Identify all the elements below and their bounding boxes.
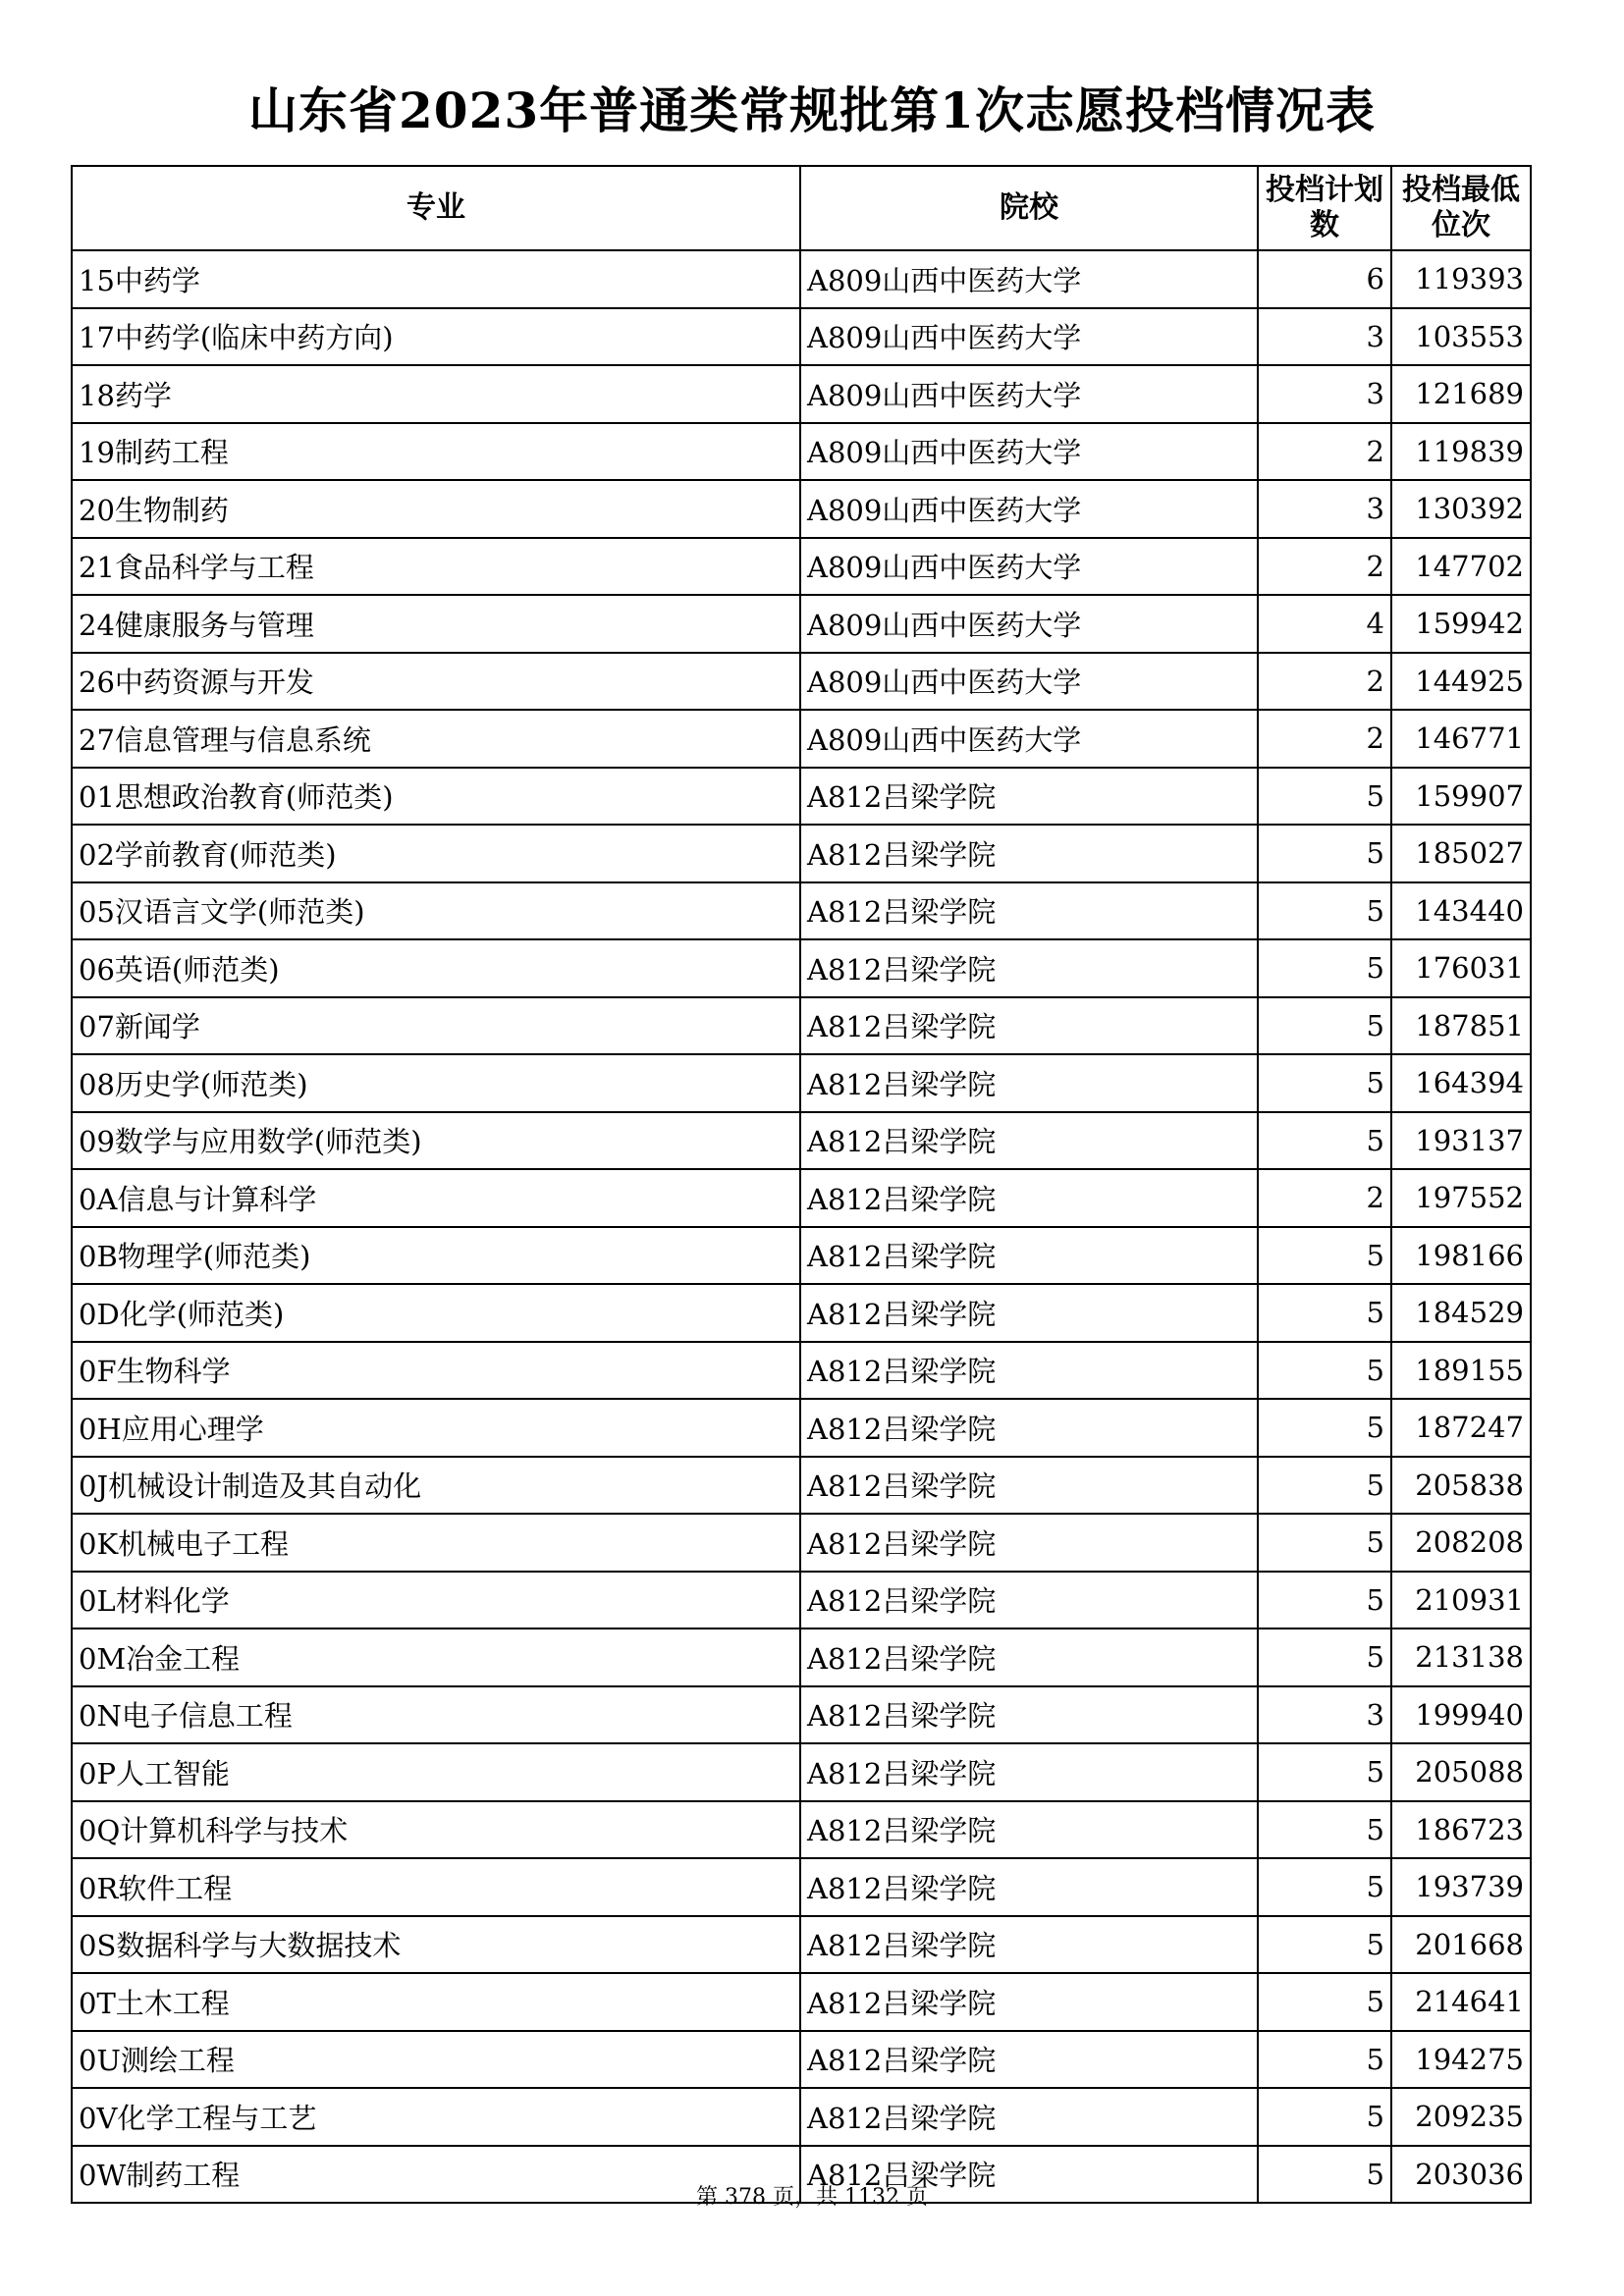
- cell-rank: 187851: [1391, 997, 1531, 1055]
- cell-major: 15中药学: [72, 250, 800, 308]
- header-school: 院校: [800, 166, 1258, 250]
- header-major: 专业: [72, 166, 800, 250]
- cell-major: 18药学: [72, 365, 800, 423]
- cell-rank: 199940: [1391, 1686, 1531, 1744]
- table-row: [72, 1169, 1531, 1227]
- cell-school: A812吕梁学院: [800, 1629, 1258, 1686]
- cell-school: A809山西中医药大学: [800, 595, 1258, 653]
- cell-school: A809山西中医药大学: [800, 710, 1258, 768]
- table-row: [72, 997, 1531, 1055]
- cell-major: 0Q计算机科学与技术: [72, 1801, 800, 1859]
- cell-rank: 197552: [1391, 1169, 1531, 1227]
- cell-rank: 147702: [1391, 538, 1531, 596]
- cell-plan: 5: [1258, 1629, 1391, 1686]
- cell-major: 05汉语言文学(师范类): [72, 882, 800, 940]
- cell-plan: 5: [1258, 1572, 1391, 1629]
- cell-school: A812吕梁学院: [800, 1284, 1258, 1342]
- cell-rank: 214641: [1391, 1973, 1531, 2031]
- table-body: [72, 250, 1531, 2203]
- cell-rank: 186723: [1391, 1801, 1531, 1859]
- cell-rank: 176031: [1391, 939, 1531, 997]
- table-row: [72, 825, 1531, 882]
- cell-major: 0U测绘工程: [72, 2031, 800, 2089]
- cell-major: 0S数据科学与大数据技术: [72, 1916, 800, 1974]
- table-row: [72, 308, 1531, 366]
- cell-major: 0B物理学(师范类): [72, 1227, 800, 1285]
- table-row: [72, 710, 1531, 768]
- cell-school: A812吕梁学院: [800, 1858, 1258, 1916]
- cell-major: 0R软件工程: [72, 1858, 800, 1916]
- cell-plan: 3: [1258, 308, 1391, 366]
- admission-table: [71, 165, 1532, 2204]
- cell-school: A812吕梁学院: [800, 1801, 1258, 1859]
- table-row: [72, 1342, 1531, 1400]
- cell-major: 07新闻学: [72, 997, 800, 1055]
- table-row: [72, 423, 1531, 481]
- cell-school: A809山西中医药大学: [800, 538, 1258, 596]
- cell-plan: 2: [1258, 423, 1391, 481]
- cell-school: A812吕梁学院: [800, 997, 1258, 1055]
- table-row: [72, 2031, 1531, 2089]
- cell-major: 0K机械电子工程: [72, 1514, 800, 1572]
- cell-plan: 5: [1258, 1227, 1391, 1285]
- table-row: [72, 1916, 1531, 1974]
- cell-school: A812吕梁学院: [800, 768, 1258, 826]
- table-row: [72, 595, 1531, 653]
- cell-rank: 185027: [1391, 825, 1531, 882]
- cell-major: 19制药工程: [72, 423, 800, 481]
- cell-school: A809山西中医药大学: [800, 250, 1258, 308]
- cell-plan: 2: [1258, 538, 1391, 596]
- cell-major: 01思想政治教育(师范类): [72, 768, 800, 826]
- cell-school: A812吕梁学院: [800, 1054, 1258, 1112]
- cell-rank: 159907: [1391, 768, 1531, 826]
- cell-major: 26中药资源与开发: [72, 653, 800, 711]
- table-row: [72, 1112, 1531, 1170]
- cell-school: A812吕梁学院: [800, 2088, 1258, 2146]
- cell-major: 27信息管理与信息系统: [72, 710, 800, 768]
- cell-rank: 143440: [1391, 882, 1531, 940]
- cell-major: 20生物制药: [72, 480, 800, 538]
- cell-plan: 5: [1258, 882, 1391, 940]
- cell-school: A809山西中医药大学: [800, 653, 1258, 711]
- cell-major: 0A信息与计算科学: [72, 1169, 800, 1227]
- cell-rank: 203036: [1391, 2146, 1531, 2204]
- cell-school: A812吕梁学院: [800, 2146, 1258, 2204]
- table-row: [72, 768, 1531, 826]
- header-rank: [1391, 166, 1531, 250]
- cell-plan: 2: [1258, 710, 1391, 768]
- cell-rank: 213138: [1391, 1629, 1531, 1686]
- cell-plan: 3: [1258, 365, 1391, 423]
- cell-major: 0L材料化学: [72, 1572, 800, 1629]
- cell-major: 09数学与应用数学(师范类): [72, 1112, 800, 1170]
- cell-major: 08历史学(师范类): [72, 1054, 800, 1112]
- cell-rank: 205838: [1391, 1457, 1531, 1515]
- cell-rank: 146771: [1391, 710, 1531, 768]
- cell-plan: 5: [1258, 1342, 1391, 1400]
- cell-plan: 5: [1258, 939, 1391, 997]
- cell-plan: 5: [1258, 2146, 1391, 2204]
- cell-plan: 5: [1258, 1858, 1391, 1916]
- cell-plan: 5: [1258, 1457, 1391, 1515]
- cell-rank: 130392: [1391, 480, 1531, 538]
- cell-school: A812吕梁学院: [800, 1169, 1258, 1227]
- cell-rank: 119839: [1391, 423, 1531, 481]
- header-plan-label: 投档计划数: [1266, 173, 1383, 242]
- cell-rank: 164394: [1391, 1054, 1531, 1112]
- cell-rank: 209235: [1391, 2088, 1531, 2146]
- page-title: 山东省2023年普通类常规批第1次志愿投档情况表: [248, 81, 1376, 139]
- cell-school: A809山西中医药大学: [800, 308, 1258, 366]
- cell-rank: 184529: [1391, 1284, 1531, 1342]
- cell-major: 17中药学(临床中药方向): [72, 308, 800, 366]
- cell-plan: 5: [1258, 1284, 1391, 1342]
- cell-major: 0V化学工程与工艺: [72, 2088, 800, 2146]
- cell-school: A812吕梁学院: [800, 1686, 1258, 1744]
- cell-school: A812吕梁学院: [800, 1973, 1258, 2031]
- cell-school: A812吕梁学院: [800, 1514, 1258, 1572]
- table-row: [72, 1054, 1531, 1112]
- table-header-row: [72, 166, 1531, 250]
- cell-major: 0J机械设计制造及其自动化: [72, 1457, 800, 1515]
- cell-rank: 103553: [1391, 308, 1531, 366]
- cell-rank: 159942: [1391, 595, 1531, 653]
- cell-plan: 5: [1258, 1399, 1391, 1457]
- cell-major: 0M冶金工程: [72, 1629, 800, 1686]
- cell-major: 02学前教育(师范类): [72, 825, 800, 882]
- table-row: [72, 365, 1531, 423]
- table-row: [72, 1457, 1531, 1515]
- cell-plan: 5: [1258, 1801, 1391, 1859]
- cell-school: A812吕梁学院: [800, 882, 1258, 940]
- table-row: [72, 250, 1531, 308]
- cell-school: A812吕梁学院: [800, 1399, 1258, 1457]
- cell-plan: 2: [1258, 1169, 1391, 1227]
- cell-major: 21食品科学与工程: [72, 538, 800, 596]
- cell-school: A812吕梁学院: [800, 1457, 1258, 1515]
- cell-rank: 193739: [1391, 1858, 1531, 1916]
- cell-school: A812吕梁学院: [800, 939, 1258, 997]
- cell-school: A812吕梁学院: [800, 1112, 1258, 1170]
- cell-major: 24健康服务与管理: [72, 595, 800, 653]
- cell-rank: 194275: [1391, 2031, 1531, 2089]
- cell-school: A812吕梁学院: [800, 1572, 1258, 1629]
- table-row: [72, 1572, 1531, 1629]
- cell-plan: 5: [1258, 1973, 1391, 2031]
- table-row: [72, 1743, 1531, 1801]
- page-footer: 第 378 页，共 1132 页: [696, 2185, 928, 2210]
- table-row: [72, 1227, 1531, 1285]
- cell-rank: 193137: [1391, 1112, 1531, 1170]
- cell-school: A812吕梁学院: [800, 825, 1258, 882]
- cell-plan: 5: [1258, 768, 1391, 826]
- cell-plan: 5: [1258, 1054, 1391, 1112]
- cell-rank: 121689: [1391, 365, 1531, 423]
- cell-school: A809山西中医药大学: [800, 423, 1258, 481]
- table-row: [72, 538, 1531, 596]
- cell-rank: 198166: [1391, 1227, 1531, 1285]
- cell-plan: 6: [1258, 250, 1391, 308]
- table-row: [72, 1629, 1531, 1686]
- cell-plan: 5: [1258, 2088, 1391, 2146]
- cell-plan: 4: [1258, 595, 1391, 653]
- cell-plan: 5: [1258, 2031, 1391, 2089]
- cell-plan: 5: [1258, 1743, 1391, 1801]
- table-row: [72, 653, 1531, 711]
- cell-rank: 187247: [1391, 1399, 1531, 1457]
- table-row: [72, 1284, 1531, 1342]
- cell-rank: 201668: [1391, 1916, 1531, 1974]
- table-row: [72, 1686, 1531, 1744]
- table-row: [72, 939, 1531, 997]
- cell-school: A812吕梁学院: [800, 1342, 1258, 1400]
- cell-rank: 208208: [1391, 1514, 1531, 1572]
- cell-rank: 205088: [1391, 1743, 1531, 1801]
- cell-rank: 210931: [1391, 1572, 1531, 1629]
- cell-major: 06英语(师范类): [72, 939, 800, 997]
- cell-rank: 189155: [1391, 1342, 1531, 1400]
- cell-plan: 5: [1258, 1514, 1391, 1572]
- cell-school: A812吕梁学院: [800, 1227, 1258, 1285]
- cell-major: 0W制药工程: [72, 2146, 800, 2204]
- table-row: [72, 1399, 1531, 1457]
- cell-rank: 144925: [1391, 653, 1531, 711]
- cell-major: 0P人工智能: [72, 1743, 800, 1801]
- cell-plan: 2: [1258, 653, 1391, 711]
- cell-major: 0F生物科学: [72, 1342, 800, 1400]
- cell-plan: 3: [1258, 1686, 1391, 1744]
- cell-plan: 3: [1258, 480, 1391, 538]
- cell-plan: 5: [1258, 825, 1391, 882]
- table-row: [72, 1973, 1531, 2031]
- header-rank-label: 投档最低位次: [1402, 173, 1520, 242]
- table-row: [72, 2088, 1531, 2146]
- cell-school: A812吕梁学院: [800, 1743, 1258, 1801]
- cell-major: 0N电子信息工程: [72, 1686, 800, 1744]
- cell-plan: 5: [1258, 1112, 1391, 1170]
- cell-school: A812吕梁学院: [800, 2031, 1258, 2089]
- table-row: [72, 480, 1531, 538]
- table-row: [72, 1801, 1531, 1859]
- cell-major: 0H应用心理学: [72, 1399, 800, 1457]
- cell-school: A809山西中医药大学: [800, 365, 1258, 423]
- cell-major: 0D化学(师范类): [72, 1284, 800, 1342]
- cell-rank: 119393: [1391, 250, 1531, 308]
- table-row: [72, 882, 1531, 940]
- cell-school: A812吕梁学院: [800, 1916, 1258, 1974]
- cell-plan: 5: [1258, 997, 1391, 1055]
- cell-school: A809山西中医药大学: [800, 480, 1258, 538]
- cell-major: 0T土木工程: [72, 1973, 800, 2031]
- cell-plan: 5: [1258, 1916, 1391, 1974]
- table-row: [72, 1514, 1531, 1572]
- header-plan: [1258, 166, 1391, 250]
- table-row: [72, 1858, 1531, 1916]
